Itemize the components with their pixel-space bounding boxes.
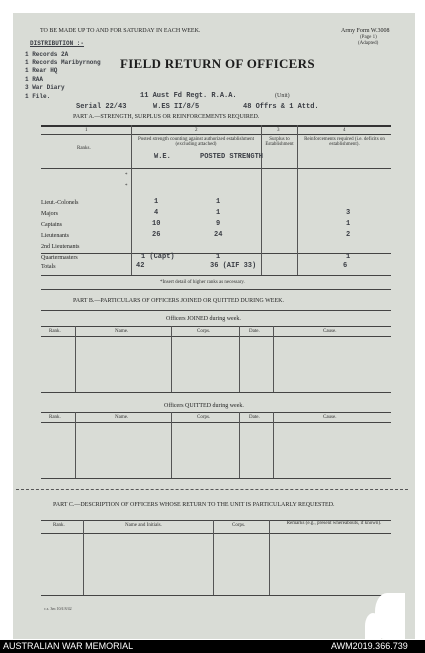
war-establishment: W.ES II/8/5 [153, 103, 200, 111]
top-note: TO BE MADE UP TO AND FOR SATURDAY IN EACH WEEK. [40, 28, 201, 34]
footer-accession: AWM2019.366.739 [331, 641, 408, 651]
form-number: Army Form W.3008 [341, 28, 390, 34]
rule [41, 125, 391, 127]
rule [41, 289, 391, 290]
posted-value: 1 [216, 209, 221, 217]
total-posted: 36 (AIF 33) [210, 262, 257, 270]
torn-corner [365, 613, 381, 639]
posted-subheader: POSTED STRENGTH [200, 153, 264, 161]
column-header: Rank. [53, 523, 65, 528]
rule [41, 412, 391, 413]
column-header: Name. [115, 329, 129, 334]
column-header: Corps. [197, 415, 211, 420]
column-header: Corps. [232, 523, 246, 528]
rule [171, 412, 172, 478]
reinforcements-value: 1 [346, 253, 351, 261]
print-code: c.s. 3m 10/4 8/42 [44, 606, 72, 611]
form-title: FIELD RETURN OF OFFICERS [120, 56, 315, 71]
strength-summary: 48 Offrs & 1 Attd. [243, 103, 319, 111]
posted-value: 1 [216, 198, 221, 206]
footer-bar [0, 640, 425, 653]
part-c-title: PART C.—DESCRIPTION OF OFFICERS WHOSE RETURN TO THE UNIT IS PARTICULARLY REQUESTED. [53, 502, 335, 508]
rule [41, 422, 391, 423]
column-number: 1 [85, 128, 88, 133]
rank-label: Majors [41, 211, 58, 217]
we-value: 26 [152, 231, 161, 239]
we-subheader: W.E. [154, 153, 171, 161]
distribution-line: 1 Rear HQ [25, 67, 58, 74]
rule [269, 520, 270, 595]
page-number: (Page 1) [360, 35, 377, 40]
rank-label: 2nd Lieutenants [41, 244, 80, 250]
rule [171, 326, 172, 392]
distribution-line: 1 Records Maribyrnong [25, 59, 101, 66]
footer-institution: AUSTRALIAN WAR MEMORIAL [3, 641, 134, 651]
quitted-title: Officers QUITTED during week. [164, 403, 244, 409]
joined-title: Officers JOINED during week. [166, 316, 241, 322]
distribution-line: 1 RAA [25, 76, 44, 83]
column-number: 3 [277, 128, 280, 133]
rule [239, 412, 240, 478]
we-value: 1 (Capt) [141, 253, 175, 261]
column-header: Date. [249, 415, 260, 420]
rank-label: Quartermasters [41, 255, 78, 261]
distribution-line: 1 Records 2A [25, 51, 69, 58]
column-header: Rank. [49, 415, 61, 420]
reinforcements-header: Reinforcements required (i.e. deficits on establishment). [304, 137, 385, 147]
unit-name: 11 Aust Fd Regt. R.A.A. [140, 92, 237, 100]
rule [41, 310, 391, 311]
rank-label: Lieutenants [41, 233, 69, 239]
rule [41, 336, 391, 337]
we-value: 4 [154, 209, 159, 217]
rank-label: Captains [41, 222, 62, 228]
rank-label: Lieut.-Colonels [41, 200, 79, 206]
posted-value: 1 [216, 253, 221, 261]
column-header: Corps. [197, 329, 211, 334]
distribution-label: DISTRIBUTION :- [30, 40, 85, 47]
distribution-line: 3 War Diary [25, 84, 65, 91]
rule [83, 520, 84, 595]
unit-label: (Unit) [275, 93, 290, 99]
posted-strength-header: Posted strength counting against authorized establishment (excluding attached) [138, 137, 254, 147]
rule [41, 134, 391, 135]
ranks-header: Ranks. [77, 146, 91, 151]
rule [273, 412, 274, 478]
rule [41, 533, 391, 534]
rule [213, 520, 214, 595]
asterisk-mark: * [125, 173, 128, 178]
column-number: 2 [195, 128, 198, 133]
posted-value: 9 [216, 220, 221, 228]
rule [41, 595, 391, 596]
totals-label: Totals [41, 264, 56, 270]
total-reinforcements: 6 [343, 262, 348, 270]
form-page [13, 13, 415, 639]
rule [41, 326, 391, 327]
rule [261, 125, 262, 275]
part-a-title: PART A.—STRENGTH, SURPLUS OR REINFORCEMENTS REQUIRED. [73, 114, 260, 120]
column-header: Name. [115, 415, 129, 420]
we-value: 1 [154, 198, 159, 206]
column-number: 4 [343, 128, 346, 133]
distribution-line: 1 File. [25, 93, 51, 100]
posted-value: 24 [214, 231, 223, 239]
rule [41, 168, 391, 169]
column-header: Cause. [323, 329, 337, 334]
we-value: 10 [152, 220, 161, 228]
serial-number: Serial 22/43 [76, 103, 127, 111]
dashed-separator [16, 489, 408, 490]
rule [41, 275, 391, 276]
reinforcements-value: 2 [346, 231, 351, 239]
column-header: Rank. [49, 329, 61, 334]
asterisk-mark: * [125, 184, 128, 189]
total-we: 42 [136, 262, 145, 270]
rule [297, 125, 298, 275]
column-header: Date. [249, 329, 260, 334]
reinforcements-value: 1 [346, 220, 351, 228]
footnote: *Insert detail of higher ranks as necessary. [160, 280, 245, 285]
column-header: Name and Initials. [125, 523, 162, 528]
column-header: Cause. [323, 415, 337, 420]
rule [75, 326, 76, 392]
rule [273, 326, 274, 392]
rule [75, 412, 76, 478]
surplus-header: Surplus to Establishment [265, 137, 294, 147]
reinforcements-value: 3 [346, 209, 351, 217]
rule [41, 392, 391, 393]
rule [239, 326, 240, 392]
part-b-title: PART B.—PARTICULARS OF OFFICERS JOINED OR QUITTED DURING WEEK. [73, 298, 284, 304]
rule [131, 125, 132, 275]
column-header: Remarks (e.g., present whereabouts, if known). [286, 521, 382, 526]
adapted-note: (Adapted) [358, 41, 379, 46]
rule [41, 478, 391, 479]
